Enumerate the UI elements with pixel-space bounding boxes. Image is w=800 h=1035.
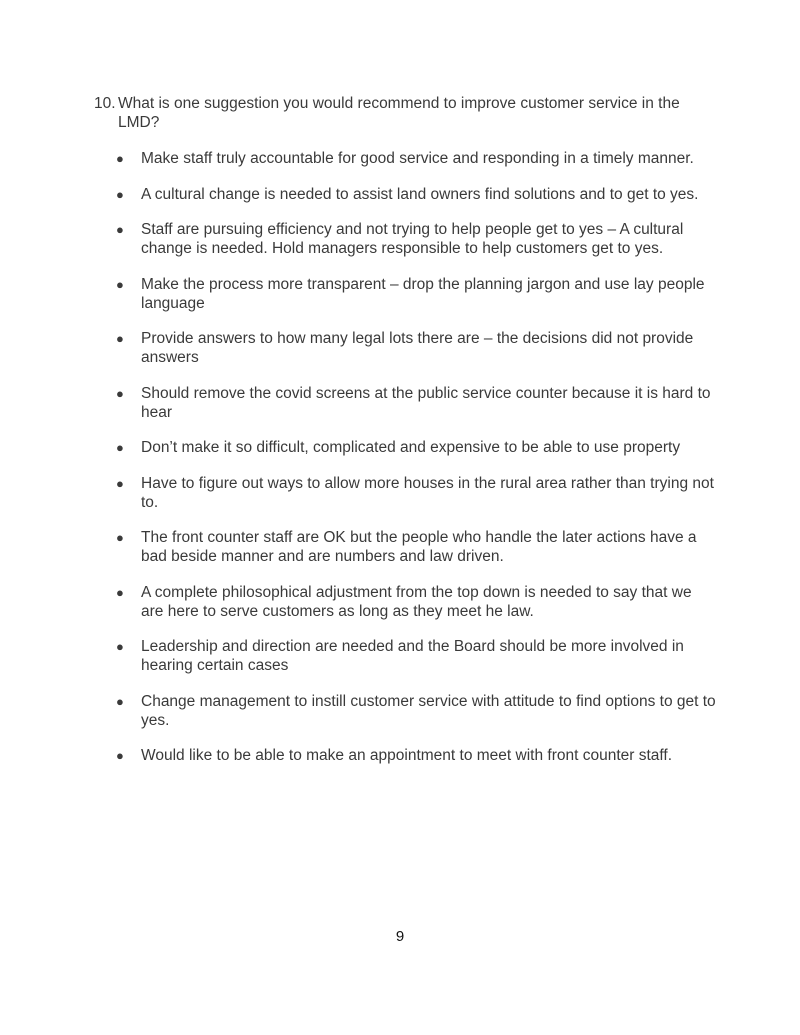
answer-item	[116, 474, 716, 512]
answer-item	[116, 637, 716, 675]
answer-item	[116, 275, 716, 313]
bullet-icon: ●	[116, 186, 124, 202]
answer-text: Provide answers to how many legal lots there are – the decisions did not provide answers	[141, 330, 694, 366]
bullet-icon: ●	[116, 222, 124, 237]
question-text: What is one suggestion you would recommend to improve customer service in the LMD?	[118, 95, 680, 131]
bullet-icon: ●	[116, 331, 124, 346]
answer-item	[116, 149, 716, 168]
answer-text: Leadership and direction are needed and the Board should be more involved in hearing certain cases	[141, 638, 684, 674]
answer-text: Have to figure out ways to allow more houses in the rural area rather than trying not to.	[141, 474, 714, 511]
answer-item	[116, 329, 716, 367]
answer-item	[116, 185, 716, 204]
bullet-icon: ●	[116, 639, 124, 654]
answer-text: Make staff truly accountable for good service and responding in a timely manner.	[141, 150, 694, 167]
answer-list	[116, 149, 716, 782]
bullet-icon: ●	[116, 530, 124, 545]
bullet-icon: ●	[116, 584, 124, 600]
answer-item	[116, 528, 716, 566]
answer-text: A cultural change is needed to assist land owners find solutions and to get to yes.	[141, 185, 699, 203]
answer-text: The front counter staff are OK but the people who handle the later actions have a bad beside manner and are numbers and law driven.	[141, 529, 697, 565]
answer-item	[116, 220, 716, 258]
answer-item	[116, 692, 716, 730]
answer-item	[116, 746, 716, 765]
answer-item	[116, 438, 716, 457]
answer-text: Don’t make it so difficult, complicated and expensive to be able to use property	[141, 439, 681, 456]
bullet-icon: ●	[116, 151, 124, 166]
bullet-icon: ●	[116, 693, 124, 709]
answer-text: Staff are pursuing efficiency and not trying to help people get to yes – A cultural change is needed. Hold managers responsible to help customers get to yes.	[141, 221, 684, 257]
bullet-icon: ●	[116, 276, 124, 292]
bullet-icon: ●	[116, 475, 124, 491]
survey-question	[94, 94, 714, 132]
page-number: 9	[395, 928, 405, 945]
bullet-icon: ●	[116, 440, 124, 455]
answer-text: Should remove the covid screens at the public service counter because it is hard to hear	[141, 384, 711, 421]
answer-text: A complete philosophical adjustment from the top down is needed to say that we are here to serve customers as long as they meet he law.	[141, 583, 692, 620]
bullet-icon: ●	[116, 385, 124, 401]
answer-item	[116, 384, 716, 422]
answer-text: Would like to be able to make an appointment to meet with front counter staff.	[141, 747, 673, 764]
question-number: 10.	[94, 95, 116, 112]
answer-text: Make the process more transparent – drop the planning jargon and use lay people language	[141, 275, 705, 312]
bullet-icon: ●	[116, 748, 124, 763]
answer-text: Change management to instill customer service with attitude to find options to get to yes.	[141, 692, 716, 729]
answer-item	[116, 583, 716, 621]
